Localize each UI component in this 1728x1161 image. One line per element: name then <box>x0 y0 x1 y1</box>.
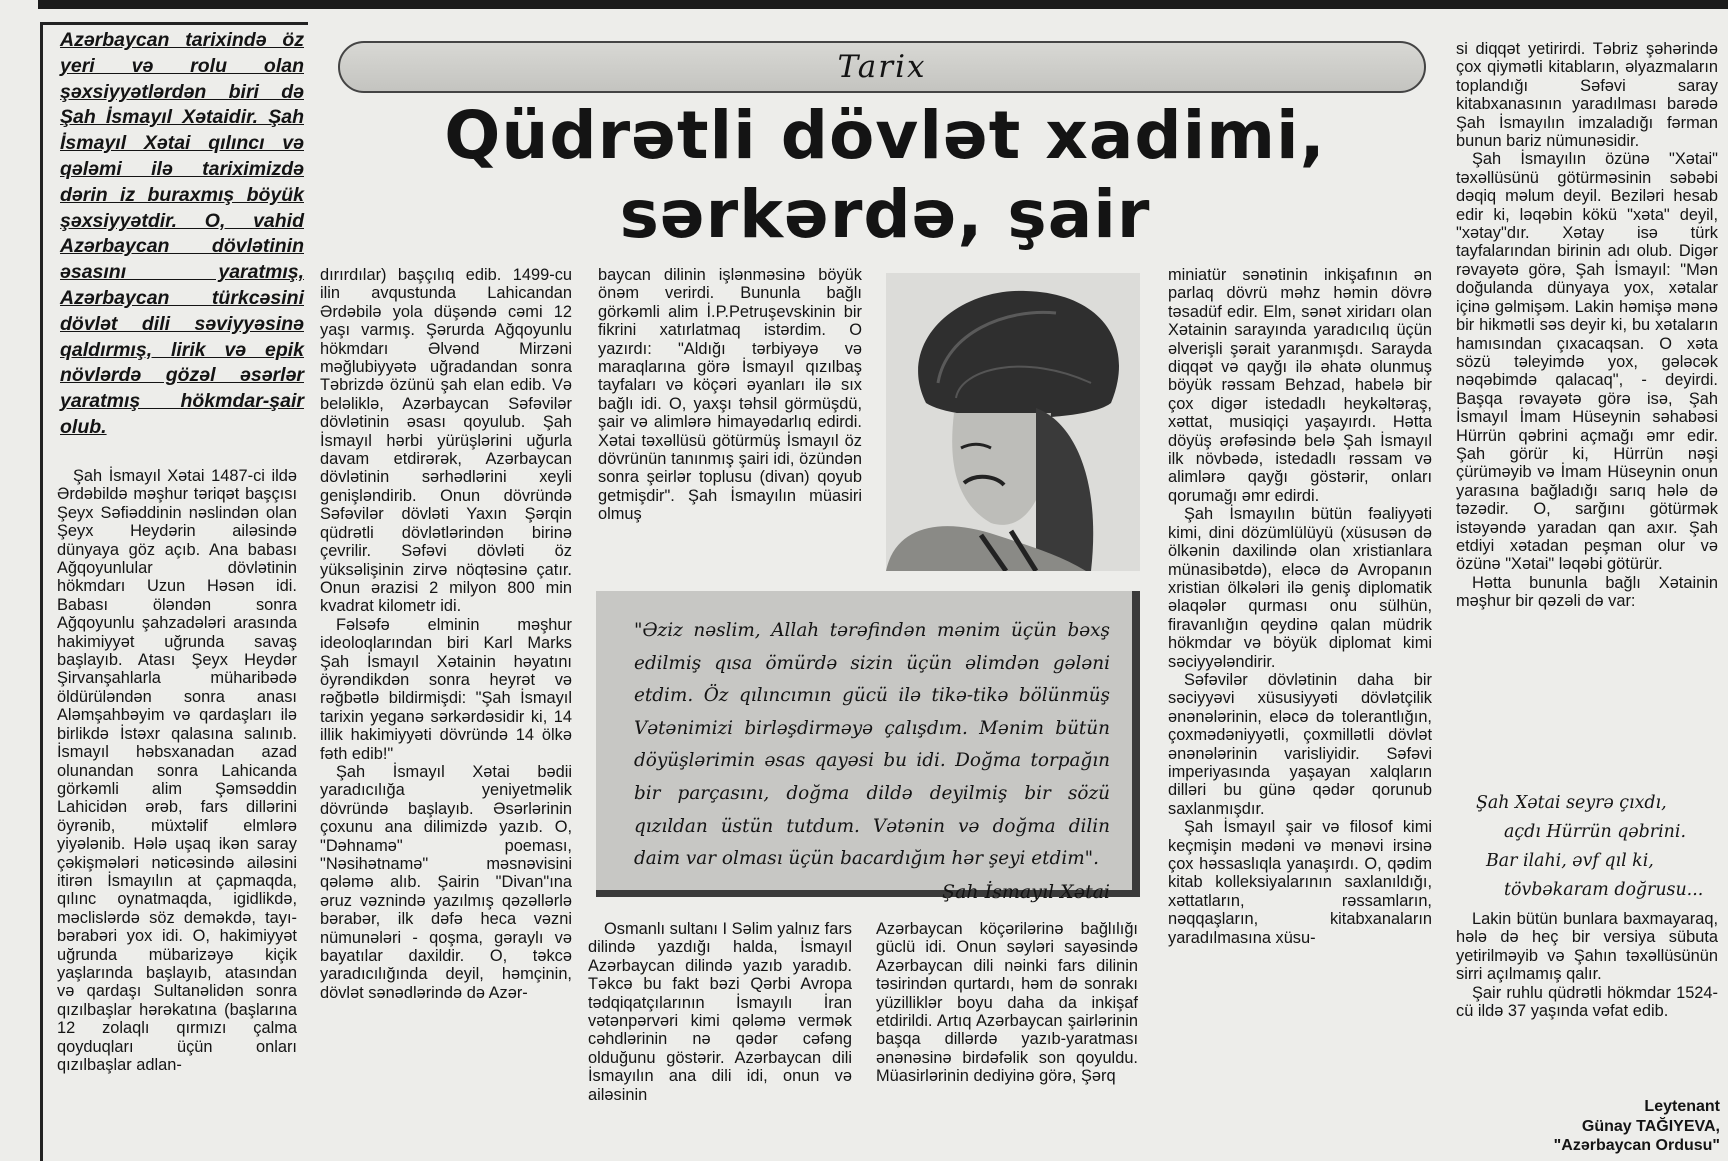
paragraph: Şah İsmayıl Xətai 1487-ci ildə Ərdəbildə məşhur təriqət başçısı Şeyx Səfiəddinin nəslindən olan Şeyx Heydərin ailəsində dünyaya göz açıb. Ana babası Ağqoyunlular dövlətinin hökmdarı Uzun Həsən idi. Babası öləndən sonra Ağqoyunlu şahzadələri arasında hakimiyyət uğrunda savaş başlayıb. Atası Şeyx Heydər Şirvanşahlarla müharibədə öldürüləndən sonra anası Aləmşahbəyim və qardaşları ilə birlikdə İstəxr qalasına salınıb. İsmayıl həbsxanadan azad olunandan sonra Lahicanda görkəmli alim Şəmsəddin Lahicidən ərəb, fars dillərini öyrənib, müxtəlif elmlərə yiyələnib. Hələ uşaq ikən saray çəkişmələri nəticəsində ailəsini itirən İsmayılın at çapmaqda, qılınc oynatmaqda, igidlikdə, məclislərdə söz deməkdə, tayı-bərabəri yox idi. O, hakimiyyət uğrunda mübarizəyə kiçik yaşlarında başlayıb, atasından və qardaşı Sultanəlidən sonra qızılbaşlar hərəkatına (başlarına 12 zolaqlı qırmızı çalma qoyduqları üçün onları qızılbaşlar adlan- <box>57 467 297 1074</box>
signature-rank: Leytenant <box>1644 1098 1720 1115</box>
rubric-banner <box>338 41 1426 93</box>
article-lead: Azərbaycan tarixində öz yeri və rolu olan şəxsiyyətlərdən biri də Şah İsmayıl Xətaidir. Şah İsmayıl Xətai qılıncı və qələmi ilə tariximizdə dərin iz buraxmış böyük şəxsiyyətdir. O, vahid Azərbaycan dövlətinin əsasını yaratmış, Azərbaycan türkcəsini dövlət dili səviyyəsinə qaldırmış, lirik və epik növlərdə gözəl əsərlər yaratmış hökmdar-şair olub. <box>60 29 304 438</box>
column-3-lower <box>588 920 852 1104</box>
poem-line: açdı Hürrün qəbrini. <box>1504 822 1686 842</box>
paragraph: Şah İsmayılın özünə "Xətai" təxəllüsünü götürməsinin səbəbi dəqiq məlum deyil. Beziləri hesab edir ki, ləqəbin kökü "xəta" deyil, "xətay"dır. Xətay isə türk tayfalarından birinin adı olub. Digər rəvayətə görə, Şah İsmayıl: "Mən doğulanda dünyaya yox, xətalar içinə gəlmişəm. Lakin həmişə mənə bir hikmətli səs deyir ki, bu xətaların hamısından çıxacaqsan. O xəta sözü təleyimdə yox, gələcək nəqəbimdə qalacaq", - deyirdi. Başqa rəvayətə görə isə, Şah İsmayıl İmam Hüseynin səhabəsi Hürrün qəbrini açmağı əmr edir. Şah görür ki, Hürrün nəşi çürüməyib və İmam Hüseynin onun yarasına bağladığı sarıq hələ də təzədir. O, sarğını götürmək istəyəndə yaradan qan axır. Şah etdiyi xətadan peşman olur və özünə "Xətai" ləqəbi götürür. <box>1456 150 1718 574</box>
paragraph: baycan dilinin işlənməsinə böyük önəm verirdi. Bununla bağlı görkəmli alim İ.P.Petruşevskinin bir fikrini xatırlatmaq istərdim. O yazırdı: "Aldığı tərbiyəyə və maraqlarına görə İsmayıl qızılbaş tayfaları və köçəri əyanları ilə sıx bağlı idi. O, yaxşı təhsil görmüşdü, şair və alimlərə himayədarlıq edirdi. Xətai təxəllüsü götürmüş İsmayıl öz dövrünün tanınmış şairi idi, özündən sonra şeirlər toplusu (divan) qoyub getmişdir". Şah İsmayılın müasiri olmuş <box>598 266 862 524</box>
paragraph: dırırdılar) başçılıq edib. 1499-cu ilin avqustunda Lahicandan Ərdəbilə yola düşəndə cəmi 12 yaşı varmış. Şərurda Ağqoyunlu hökmdarı Əlvənd Mirzəni məğlubiyyətə uğradandan sonra Təbrizdə özünü şah elan edib. Və beləliklə, Azərbaycan Səfəvilər dövlətinin əsası qoyulub. Şah İsmayıl hərbi yürüşlərini uğurla davam etdirərək, Azərbaycan dövlətinin sərhədlərini xeyli genişləndirib. Onun dövründə Səfəvilər dövləti Yaxın Şərqin qüdrətli dövlətlərindən birinə çevrilir. Səfəvi dövləti öz yüksəlişinin zirvə nöqtəsinə çatır. Onun ərazisi 2 milyon 800 min kvadrat kilometr idi. <box>320 266 572 616</box>
column-6 <box>1456 40 1718 611</box>
paragraph: Şair ruhlu qüdrətli hökmdar 1524-cü ildə 37 yaşında vəfat edib. <box>1456 983 1718 1021</box>
paragraph: Şah İsmayıl Xətai bədii yaradıcılığa yeniyetməlik dövründə başlayıb. Əsərlərinin çoxunu ana dilimizdə yazıb. O, "Dəhnamə" poeması, "Nəsihətnamə" məsnəvisini qələmə alıb. Şairin "Divan"ına əruz vəznində yazılmış qəzəllərlə bərabər, ilk dəfə heca vəzni nümunələri - qoşma, gəraylı və bayatılar daxildir. O, təkcə yaradıcılığında deyil, həmçinin, dövlət sənədlərində də Azər- <box>320 762 572 1002</box>
poem-line: tövbəkaram doğrusu... <box>1504 880 1704 900</box>
column-4-lower <box>876 920 1138 1086</box>
column-3-upper <box>598 266 862 524</box>
signature-name: Günay TAĞIYEVA, <box>1581 1117 1720 1135</box>
author-signature <box>1500 1097 1720 1156</box>
poem-line: Bar ilahi, əvf qıl ki, <box>1486 851 1654 871</box>
headline-line-2: sərkərdə, şair <box>619 176 1151 253</box>
poem-excerpt <box>1476 789 1722 905</box>
column-2 <box>320 266 572 1002</box>
column-5 <box>1168 266 1432 947</box>
poem-line: Şah Xətai seyrə çıxdı, <box>1476 793 1667 813</box>
paragraph: Osmanlı sultanı I Səlim yalnız fars dilində yazdığı halda, İsmayıl Azərbaycan dilində yazıb yaradıb. Təkcə bu fakt bəzi Qərbi Avropa tədqiqatçılarının İsmayılı İran vətənpərvəri kimi qələmə vermək cəhdlərinin nə qədər cəfəng olduğunu göstərir. Azərbaycan dili İsmayılın ana dili idi, onun və ailəsinin <box>588 920 852 1104</box>
headline <box>340 96 1430 254</box>
paragraph: Səfəvilər dövlətinin daha bir səciyyəvi xüsusiyyəti dövlətçilik ənənələrinin, eləcə də tolerantlığın, çoxmədəniyyətli, çoxmillətli dövlət ənənələrinin varisliyidir. Səfəvi imperiyasında yaşayan xalqların dilləri bu günə qədər qorunub saxlanmışdır. <box>1168 670 1432 818</box>
signature-outlet: "Azərbaycan Ordusu" <box>1553 1137 1720 1154</box>
top-rule <box>38 0 1728 9</box>
quote-text: "Əziz nəslim, Allah tərəfindən mənim üçün bəxş edilmiş qısa ömürdə sizin üçün əlimdən gələni etdim. Öz qılıncımın gücü ilə tikə-tikə bölünmüş Vətənimizi birləşdirməyə çalışdım. Mənim bütün döyüşlərimin əsas qayəsi bu idi. Doğma torpağın bir parçasını, doğma dildə deyilmiş bir sözü qızıldan üstün tutdum. Vətənin və doğma dilin daim var olması üçün bacardığım hər şeyi etdim". <box>634 620 1110 870</box>
rubric-label: Tarix <box>837 49 927 85</box>
paragraph: Şah İsmayılın bütün fəaliyyəti kimi, dini dözümlülüyü (xüsusən də ölkənin daxilində olan xristianlara münasibətdə), eləcə də Avropanın xristian ölkələri ilə geniş diplomatik əlaqələr qurması onu sülhün, firavanlığın qeydinə qalan müdrik hökmdar və böyük diplomat kimi səciyyələndirir. <box>1168 505 1432 671</box>
headline-line-1: Qüdrətli dövlət xadimi, <box>444 97 1326 174</box>
portrait-illustration <box>886 273 1140 571</box>
column-6-lower <box>1456 910 1718 1020</box>
paragraph: Fəlsəfə elminin məşhur ideoloqlarından biri Karl Marks Şah İsmayıl Xətainin həyatını öyrəndikdən sonra heyrət və rəğbətlə bildirmişdi: "Şah İsmayıl tarixin yeganə sərkərdəsidir ki, 14 illik hakimiyyəti dövründə 14 ölkə fəth edib!" <box>320 615 572 763</box>
quote-box <box>596 591 1140 903</box>
paragraph: Azərbaycan köçərilərinə bağlılığı güclü idi. Onun səyləri sayəsində Azərbaycan dili nəinki fars dilinin təsirindən qurtardı, həm də sonrakı yüzilliklər boyu daha da inkişaf etdirildi. Artıq Azərbaycan şairlərinin başqa dillərdə yazıb-yaratması ənənəsinə birdəfəlik son qoyuldu. Müasirlərinin dediyinə görə, Şərq <box>876 920 1138 1086</box>
paragraph: si diqqət yetirirdi. Təbriz şəhərində çox qiymətli kitabların, əlyazmaların toplandığı Səfəvi saray kitabxanasının yaradılması barədə Şah İsmayılın imzaladığı fərman bunun bariz nümunəsidir. <box>1456 40 1718 151</box>
portrait-drawing <box>886 273 1140 571</box>
paragraph: Lakin bütün bunlara baxmayaraq, hələ də heç bir versiya sübuta yetirilməyib və Şahın təxəllüsünün sirri açılmamış qalır. <box>1456 910 1718 984</box>
column-1 <box>57 467 297 1074</box>
paragraph: miniatür sənətinin inkişafının ən parlaq dövrü məhz həmin dövrə təsadüf edir. Elm, sənət xiridarı olan Xətainin sarayında yaradıcılıq üçün əlverişli şərait yaranmışdı. Sarayda diqqət və qayğı ilə əhatə olunmuş böyük rəssam Behzad, habelə bir çox digər istedadlı heykəltəraş, xəttat, musiqiçi yaşayırdı. Hətta döyüş ərəfəsində belə Şah İsmayıl ilk növbədə, istedadlı rəssam və alimlərə qayğı göstərir, onları qorumağı əmr edirdi. <box>1168 266 1432 505</box>
quote-author: Şah İsmayıl Xətai <box>942 880 1110 903</box>
paragraph: Hətta bununla bağlı Xətainin məşhur bir qəzəli də var: <box>1456 573 1718 611</box>
paragraph: Şah İsmayıl şair və filosof kimi keçmişin mədəni və mənəvi irsinə çox həssaslıqla yanaşırdı. O, qədim kitab kolleksiyalarının saxlanıldığı, xəttatların, rəssamların, nəqqaşların, kitabxanaların yaradılmasına xüsu- <box>1168 818 1432 947</box>
